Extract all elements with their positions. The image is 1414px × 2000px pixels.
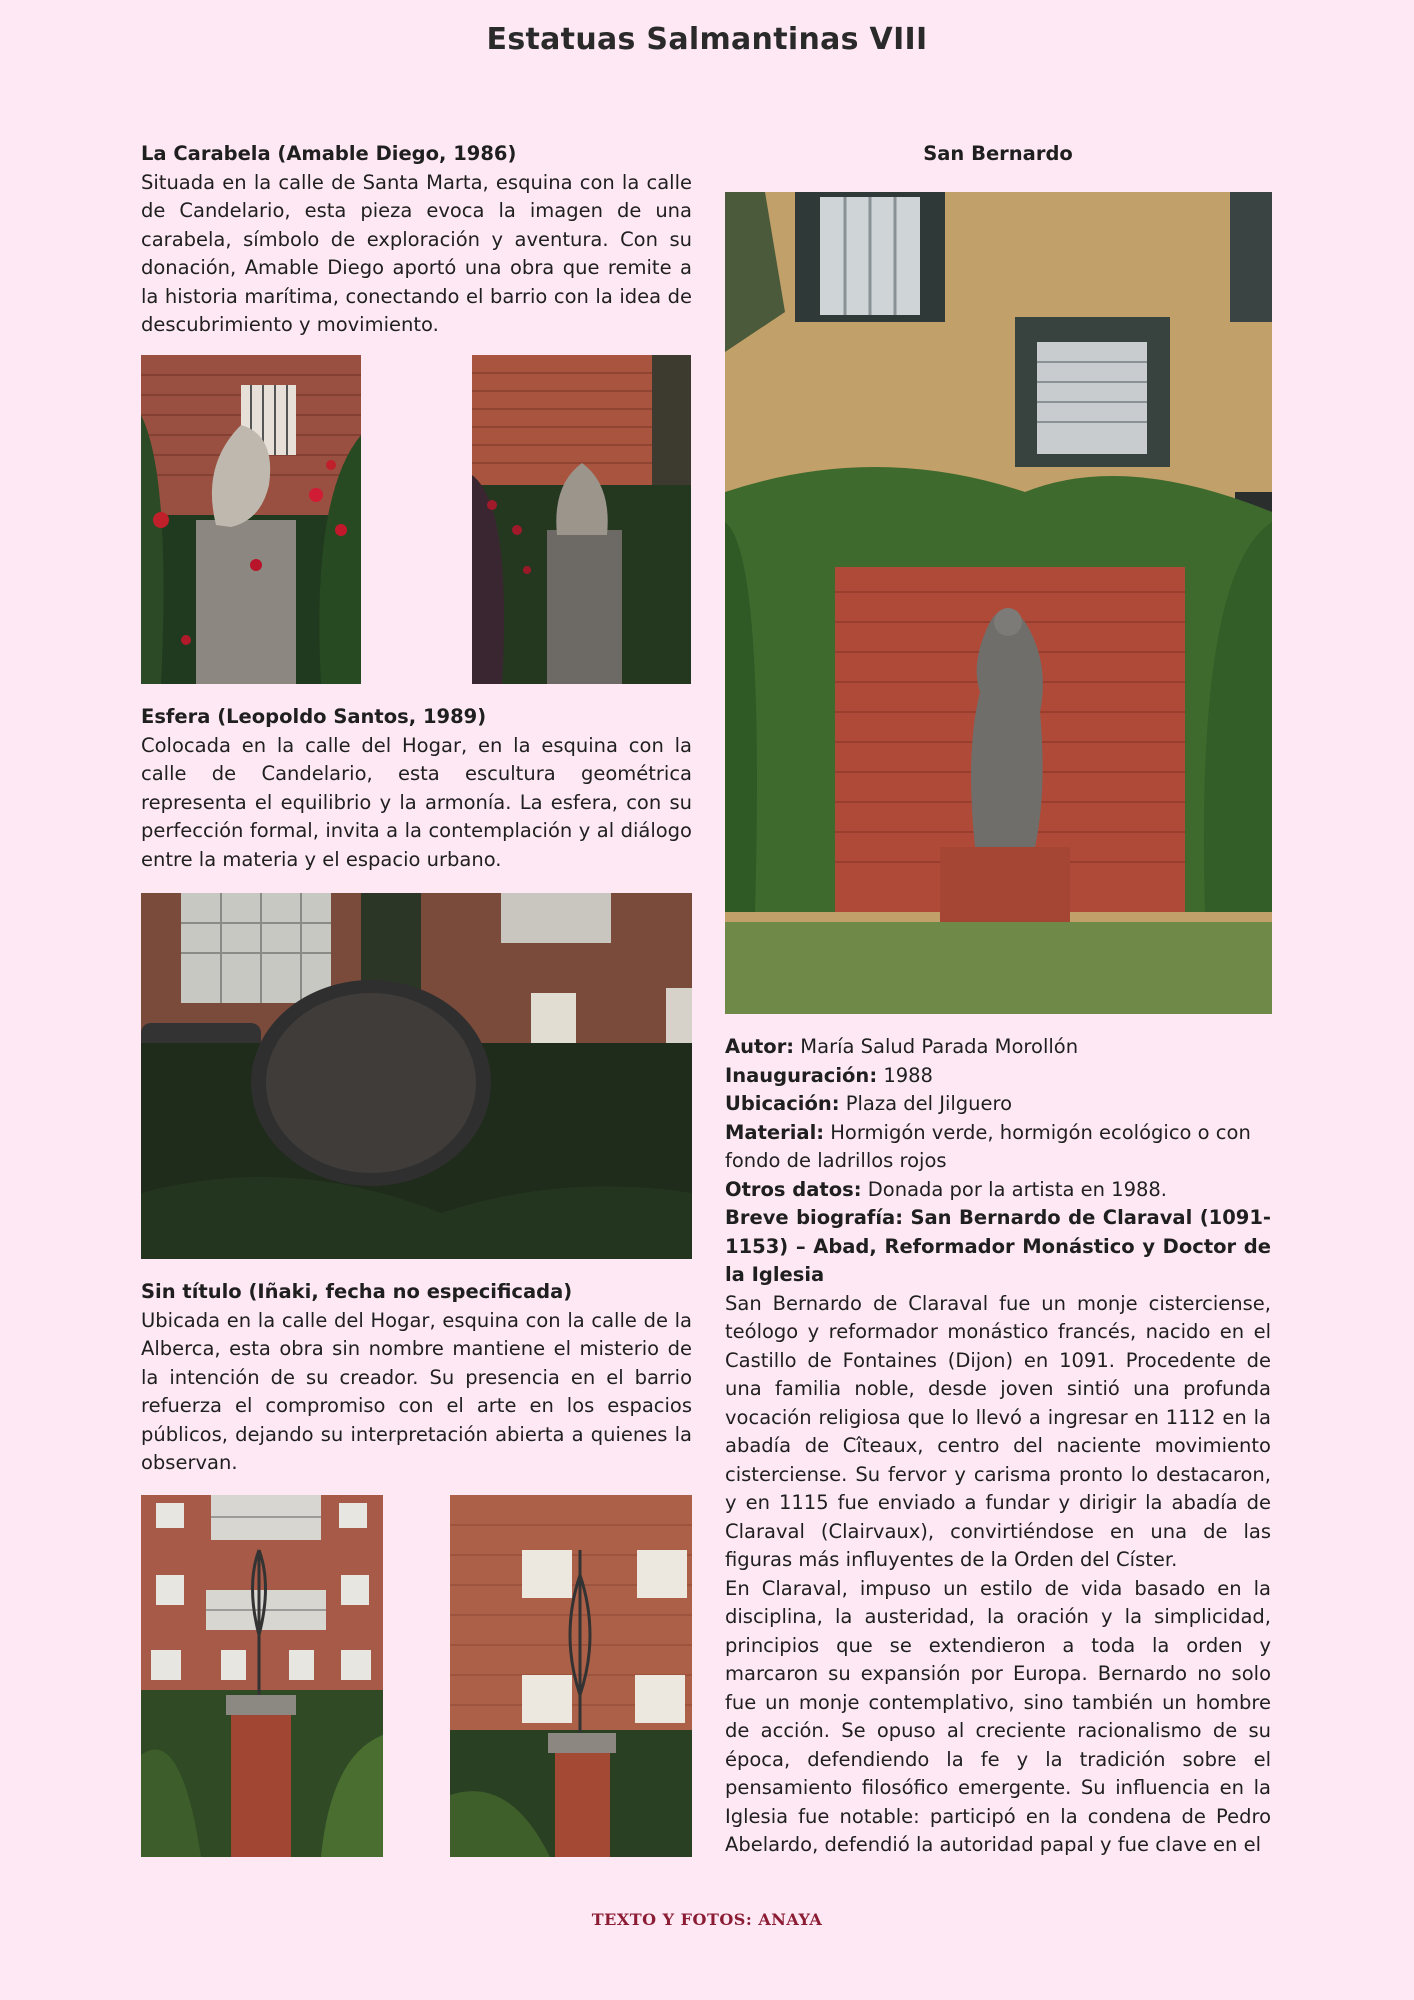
esfera-block [141, 703, 692, 874]
bio-paragraph-1: San Bernardo de Claraval fue un monje cisterciense, teólogo y reformador monástico francés, nacido en el Castillo de Fontaines (Dijon) en 1091. Procedente de una familia noble, desde joven sintió una profunda vocación religiosa que lo llevó a ingresar en 1112 en la abadía de Cîteaux, centro del naciente movimiento cisterciense. Su fervor y carisma pronto lo destacaron, y en 1115 fue enviado a fundar y dirigir la abadía de Claraval (Clairvaux), convirtiéndose en una de las figuras más influyentes de la Orden del Císter. [725, 1291, 1271, 1571]
esfera-photo [141, 893, 692, 1259]
sin-titulo-photo-2 [450, 1495, 692, 1857]
carabela-photo-1 [141, 355, 361, 684]
bio-paragraph-2: En Claraval, impuso un estilo de vida basado en la disciplina, la austeridad, la oración y la simplicidad, principios que se extendieron a toda la orden y marcaron su expansión por Europa. Bernardo no solo fue un monje contemplativo, sino también un hombre de acción. Se opuso al creciente racionalismo de su época, defendiendo la fe y la tradición sobre el pensamiento filosófico emergente. Su influencia en la Iglesia fue notable: participó en la condena de Pedro Abelardo, defendió la autoridad papal y fue clave en el [725, 1576, 1271, 1856]
fact-otros: Otros datos: Donada por la artista en 1988. [725, 1177, 1167, 1201]
sin-titulo-photo-1 [141, 1495, 383, 1857]
san-bernardo-details [725, 1033, 1271, 1860]
fact-inauguracion: Inauguración: 1988 [725, 1063, 933, 1087]
footer-credit: TEXTO Y FOTOS: ANAYA [591, 1910, 823, 1929]
san-bernardo-photo [725, 192, 1272, 1014]
sin-titulo-block [141, 1278, 692, 1478]
sin-titulo-text: Ubicada en la calle del Hogar, esquina con la calle de la Alberca, esta obra sin nombre mantiene el misterio de la intención de su creador. Su presencia en el barrio refuerza el compromiso con el arte en los espacios públicos, dejando su interpretación abierta a quienes la observan. [141, 1308, 692, 1474]
page-title: Estatuas Salmantinas VIII [486, 22, 928, 57]
esfera-text: Colocada en la calle del Hogar, en la esquina con la calle de Candelario, esta escultura geométrica representa el equilibrio y la armonía. La esfera, con su perfección formal, invita a la contemplación y al diálogo entre la materia y el espacio urbano. [141, 733, 692, 871]
carabela-text: Situada en la calle de Santa Marta, esquina con la calle de Candelario, esta pieza evoca la imagen de una carabela, símbolo de exploración y aventura. Con su donación, Amable Diego aportó una obra que remite a la historia marítima, conectando el barrio con la idea de descubrimiento y movimiento. [141, 170, 692, 336]
carabela-photo-2 [472, 355, 691, 684]
san-bernardo-title: San Bernardo [923, 142, 1073, 165]
carabela-heading: La Carabela (Amable Diego, 1986) [141, 142, 517, 165]
esfera-heading: Esfera (Leopoldo Santos, 1989) [141, 705, 487, 728]
left-column [141, 140, 692, 340]
fact-autor: Autor: María Salud Parada Morollón [725, 1035, 1079, 1058]
sin-titulo-heading: Sin título (Iñaki, fecha no especificada) [141, 1280, 573, 1303]
fact-ubicacion: Ubicación: Plaza del Jilguero [725, 1092, 1013, 1115]
bio-heading: Breve biografía: San Bernardo de Claraval (1091-1153) – Abad, Reformador Monástico y Doctor de la Iglesia [725, 1206, 1271, 1286]
fact-material: Material: Hormigón verde, hormigón ecológico o con fondo de ladrillos rojos [725, 1120, 1251, 1172]
